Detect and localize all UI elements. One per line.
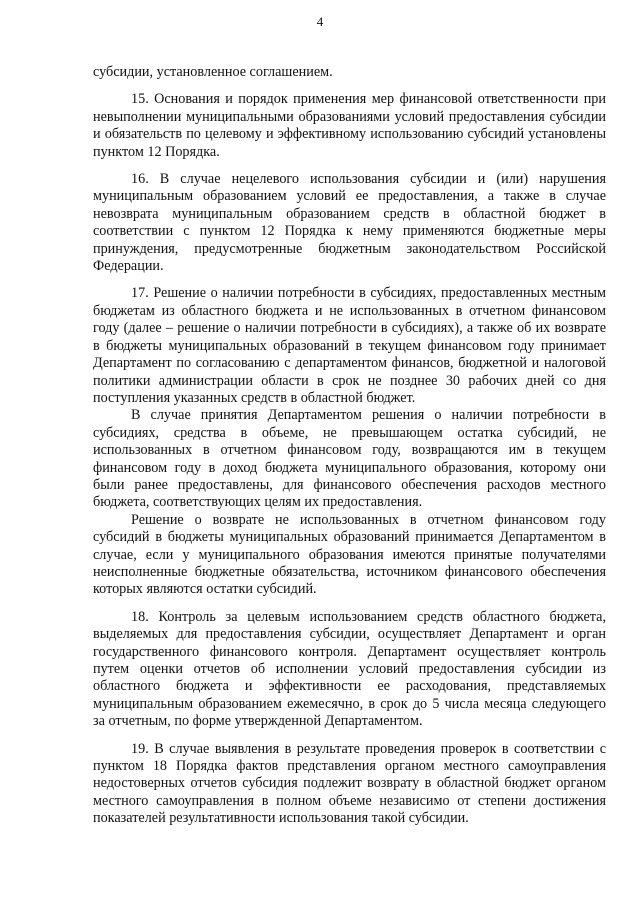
paragraph-18: 18. Контроль за целевым использованием средств областного бюджета, выделяемых для предоставления субсидии, осуществляет Департамент и орган государственного финансового контроля. Департамент осуществляет контроль путем оценки отчетов об исполнении условий предоставления субсидии из областного бюджета и эффективности ее расходования, представляемых муниципальным образованием ежемесячно, в срок до 5 числа месяца следующего за отчетным, по форме утвержденной Департаментом.: [93, 608, 606, 730]
document-body: [93, 64, 606, 828]
paragraph-15: 15. Основания и порядок применения мер финансовой ответственности при невыполнении муниципальными образованиями условий предоставления субсидии и обязательств по целевому и эффективному использованию субсидий установлены пунктом 12 Порядка.: [93, 91, 606, 160]
paragraph-17: 17. Решение о наличии потребности в субсидиях, предоставленных местным бюджетам из областного бюджета и не использованных в отчетном финансовом году (далее – решение о наличии потребности в субсидиях), а также об их возврате в бюджеты муниципальных образований в текущем финансовом году принимает Департамент по согласованию с департаментом финансов, бюджетной и налоговой политики администрации области в срок не позднее 30 рабочих дней со дня поступления указанных средств в областной бюджет.: [93, 285, 606, 406]
paragraph-16: 16. В случае нецелевого использования субсидии и (или) нарушения муниципальным образованием условий ее предоставления, а также в случае невозврата муниципальным образованием средств в областной бюджет в соответствии с пунктом 12 Порядка к нему применяются бюджетные меры принуждения, предусмотренные бюджетным законодательством Российской Федерации.: [93, 171, 606, 275]
paragraph-19: 19. В случае выявления в результате проведения проверок в соответствии с пунктом 18 Порядка фактов представления органом местного самоуправления недостоверных отчетов субсидия подлежит возврату в областной бюджет органом местного самоуправления в полном объеме независимо от степени достижения показателей результативности использования такой субсидии.: [93, 740, 606, 827]
page-number: 4: [316, 14, 324, 29]
paragraph-continuation: субсидии, установленное соглашением.: [93, 64, 333, 80]
paragraph-17-part-2: В случае принятия Департаментом решения о наличии потребности в субсидиях, средства в объеме, не превышающем остатка субсидий, не использованных в отчетном финансовом году, возвращаются им в текущем финансовом году в доход бюджета муниципального образования, которому они были ранее предоставлены, для финансового обеспечения расходов местного бюджета, соответствующих целям их предоставления.: [93, 407, 606, 511]
paragraph-17-part-3: Решение о возврате не использованных в отчетном финансовом году субсидий в бюджеты муниципальных образований принимается Департаментом в случае, если у муниципального образования имеются принятые получателями неисполненные бюджетные обязательства, источником финансового обеспечения которых являются остатки субсидий.: [93, 511, 606, 598]
